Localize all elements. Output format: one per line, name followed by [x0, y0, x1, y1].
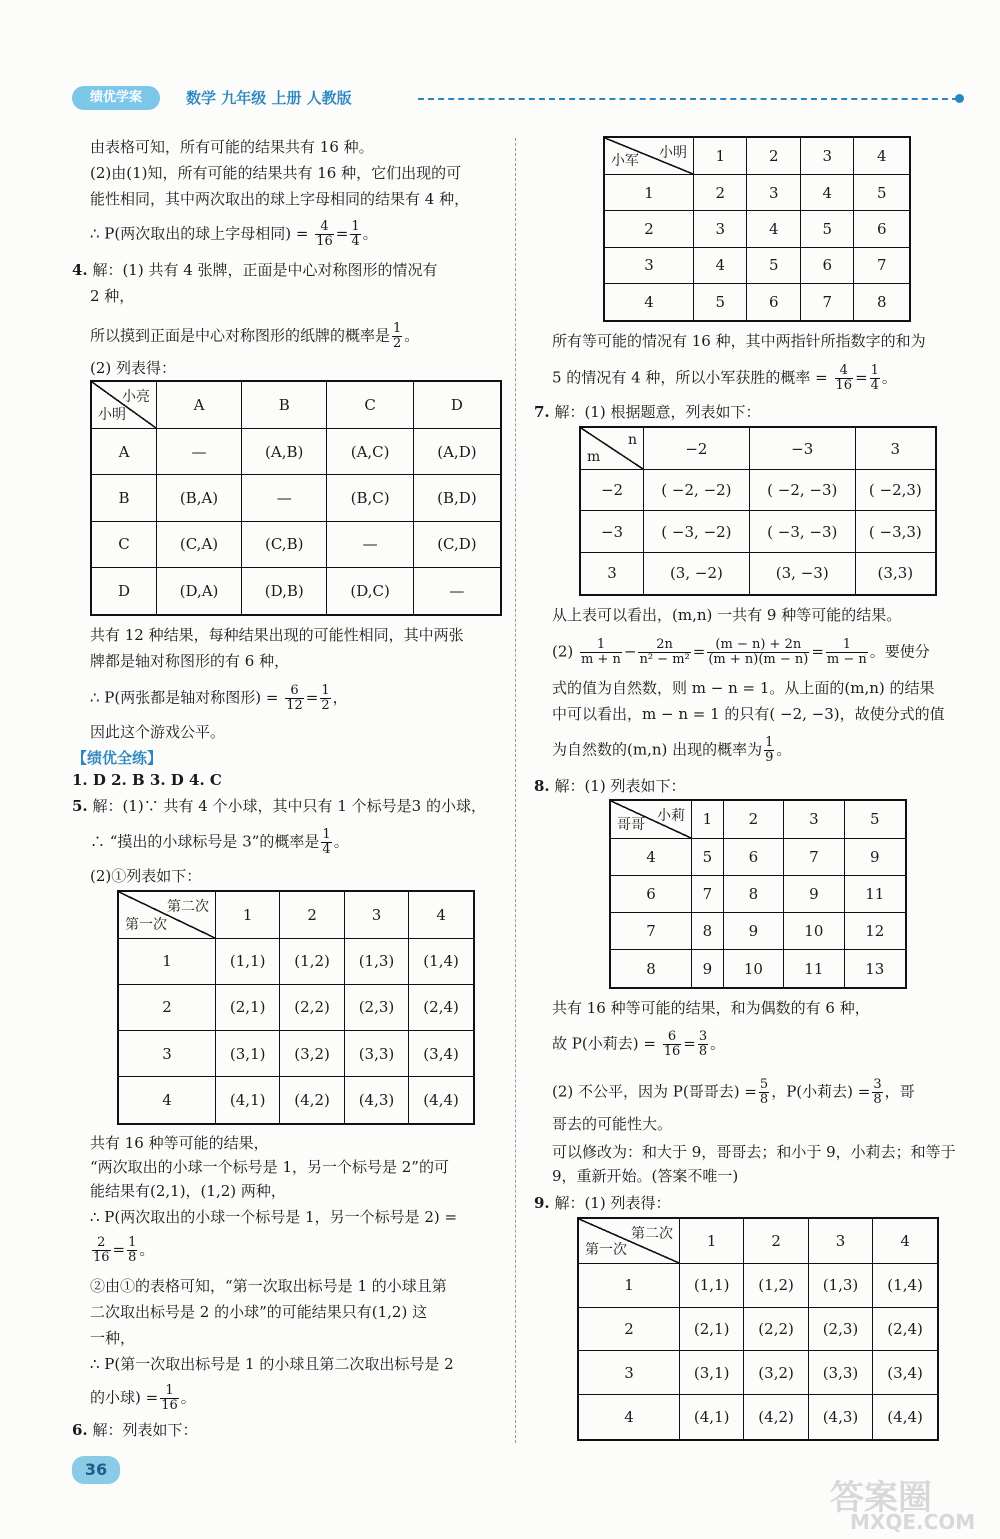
question-7: 7. 解：(1) 根据题意，列表如下：	[534, 403, 761, 421]
column-header-cell: D	[413, 381, 501, 429]
table-cell: (1,2)	[744, 1263, 808, 1307]
table-cell: (4,4)	[873, 1395, 938, 1440]
table-cell: (D,C)	[327, 567, 413, 615]
fraction: $\frac{1}{4}$	[870, 363, 879, 393]
table-cell: (3,3)	[855, 552, 936, 595]
table-cell: —	[413, 567, 501, 615]
table-cards	[90, 380, 502, 616]
table-row	[118, 1031, 474, 1077]
row-header-cell: B	[91, 475, 157, 521]
text-line: 9，重新开始。(答案不唯一)	[552, 1167, 739, 1185]
column-header-cell: 3	[808, 1218, 872, 1263]
fraction: $\frac{2n}{\text{n² − m²}}$	[639, 637, 690, 667]
table-row	[580, 552, 936, 595]
table-row	[118, 984, 474, 1030]
column-header-cell: 3	[344, 891, 408, 938]
question-5: 5. 解：(1)∵ 共有 4 个小球，其中只有 1 个标号是3 的小球，	[72, 797, 486, 815]
table-cell: ( −2,3)	[855, 470, 936, 511]
table-cell: ( −2, −3)	[749, 470, 855, 511]
table-header-row	[610, 800, 906, 838]
column-header-cell: 2	[747, 137, 800, 174]
table-mn	[579, 426, 937, 596]
table-cell: 6	[723, 838, 783, 875]
table-cell: (B,A)	[157, 475, 242, 521]
table-cell: (2,1)	[680, 1307, 744, 1351]
column-header-cell: C	[327, 381, 413, 429]
table-draw-twice	[577, 1217, 939, 1441]
column-header-cell: 1	[216, 891, 280, 938]
table-row	[604, 211, 910, 247]
table-cell: ( −3, −3)	[749, 511, 855, 552]
column-header-cell: B	[242, 381, 327, 429]
table-row	[118, 1077, 474, 1124]
table-cell: (1,4)	[873, 1263, 938, 1307]
table-cell: (2,3)	[808, 1307, 872, 1351]
fraction: $\frac{1}{m - n}$	[826, 637, 867, 667]
row-header-cell: 4	[578, 1395, 680, 1440]
text-line: ②由①的表格可知，“第一次取出标号是 1 的小球且第	[90, 1277, 447, 1295]
header-rule	[418, 98, 958, 100]
fraction: $\frac{1}{4}$	[351, 219, 360, 249]
table-row	[604, 247, 910, 283]
row-header-cell: 2	[604, 211, 694, 247]
table-cell: 9	[723, 913, 783, 950]
table-cell: 11	[784, 950, 844, 988]
table-cell: 7	[800, 284, 853, 321]
fraction: $\frac{1}{16}$	[161, 1383, 178, 1413]
diagonal-header-cell: 第二次 第一次	[118, 891, 216, 938]
text-line: (2) 列表得：	[90, 359, 177, 377]
table-cell: 10	[784, 913, 844, 950]
table-cell: 6	[854, 211, 910, 247]
table-cell: —	[327, 521, 413, 567]
table-cell: (3,3)	[344, 1031, 408, 1077]
fraction: $\frac{1}{2}$	[321, 683, 330, 713]
table-cell: (1,4)	[409, 938, 474, 984]
answer-line: 1. D 2. B 3. D 4. C	[72, 771, 222, 789]
column-header-cell: 4	[409, 891, 474, 938]
text-line: 牌都是轴对称图形的有 6 种，	[90, 652, 290, 670]
table-row	[118, 938, 474, 984]
fraction: $\frac{1}{8}$	[128, 1235, 137, 1265]
table-cell: 6	[800, 247, 853, 283]
table-header-row	[91, 381, 501, 429]
table-row	[578, 1263, 938, 1307]
table-cell: (B,D)	[413, 475, 501, 521]
table-cell: 7	[692, 875, 724, 912]
row-header-cell: 4	[118, 1077, 216, 1124]
row-header-cell: −2	[580, 470, 644, 511]
table-cell: —	[157, 429, 242, 475]
table-spinner-sum	[603, 136, 911, 322]
row-header-cell: −3	[580, 511, 644, 552]
formula-line: 5 的情况有 4 种，所以小军获胜的概率 = $\frac{4}{16}$ = $\frac{1}{4}$ 。	[552, 363, 897, 393]
table-cell: 8	[692, 913, 724, 950]
header-title: 数学 九年级 上册 人教版	[186, 89, 352, 107]
table-header-row	[118, 891, 474, 938]
table-cell: (3, −3)	[749, 552, 855, 595]
header-logo: 绩优学案	[72, 86, 160, 110]
table-balls	[117, 890, 475, 1125]
table-header-row	[578, 1218, 938, 1263]
watermark: 答案圈	[830, 1478, 932, 1518]
table-cell: (A,D)	[413, 429, 501, 475]
fraction: $\frac{4}{16}$	[835, 363, 853, 393]
formula-line: 的小球) = $\frac{1}{16}$ 。	[90, 1383, 196, 1413]
table-cell: (2,4)	[873, 1307, 938, 1351]
table-header-row	[604, 137, 910, 174]
column-header-cell: −3	[749, 427, 855, 470]
row-header-cell: D	[91, 567, 157, 615]
table-cell: (1,1)	[680, 1263, 744, 1307]
question-6: 6. 解：列表如下：	[72, 1421, 198, 1439]
text-line: (2)①列表如下：	[90, 867, 202, 885]
text-line: 所有等可能的情况有 16 种，其中两指针所指数字的和为	[552, 332, 926, 350]
table-sibling-sum	[609, 799, 907, 989]
table-row	[610, 913, 906, 950]
row-header-cell: 3	[118, 1031, 216, 1077]
fraction: $\frac{2}{16}$	[93, 1235, 110, 1265]
table-cell: 9	[844, 838, 906, 875]
table-cell: 11	[844, 875, 906, 912]
fraction: $\frac{(m - n) + 2n}{(m + n)(m - n)}$	[708, 637, 809, 667]
table-cell: (2,1)	[216, 984, 280, 1030]
formula-line: ∴ “摸出的小球标号是 3”的概率是 $\frac{1}{4}$ 。	[90, 827, 349, 857]
column-header-cell: 1	[694, 137, 747, 174]
column-header-cell: 3	[784, 800, 844, 838]
column-header-cell: 1	[692, 800, 724, 838]
table-cell: (2,3)	[344, 984, 408, 1030]
table-row	[91, 567, 501, 615]
table-cell: (C,A)	[157, 521, 242, 567]
table-row	[580, 511, 936, 552]
table-cell: 12	[844, 913, 906, 950]
fraction: $\frac{1}{4}$	[322, 827, 331, 857]
column-header-cell: A	[157, 381, 242, 429]
table-cell: 7	[784, 838, 844, 875]
table-cell: ( −3, −2)	[644, 511, 750, 552]
row-header-cell: A	[91, 429, 157, 475]
diagonal-header-cell: 小明 小军	[604, 137, 694, 174]
table-cell: (3,2)	[280, 1031, 344, 1077]
table-row	[604, 174, 910, 210]
table-cell: 3	[747, 174, 800, 210]
table-cell: (D,B)	[242, 567, 327, 615]
text-line: 式的值为自然数，则 m − n = 1。从上面的(m,n) 的结果	[552, 679, 935, 697]
fraction: $\frac{3}{8}$	[873, 1077, 882, 1107]
row-header-cell: 6	[610, 875, 692, 912]
row-header-cell: 4	[604, 284, 694, 321]
formula-line: 故 P(小莉去) = $\frac{6}{16}$ = $\frac{3}{8}$ 。	[552, 1029, 726, 1059]
column-header-cell: 2	[744, 1218, 808, 1263]
table-cell: 5	[747, 247, 800, 283]
text-line: (2)由(1)知，所有可能的结果共有 16 种，它们出现的可	[90, 164, 462, 182]
row-header-cell: 8	[610, 950, 692, 988]
table-cell: 7	[854, 247, 910, 283]
table-cell: ( −2, −2)	[644, 470, 750, 511]
table-cell: (2,2)	[744, 1307, 808, 1351]
text-line: 共有 12 种结果，每种结果出现的可能性相同，其中两张	[90, 626, 464, 644]
table-cell: 4	[694, 247, 747, 283]
table-header-row	[580, 427, 936, 470]
table-cell: (3,4)	[873, 1351, 938, 1395]
row-header-cell: 3	[580, 552, 644, 595]
table-cell: 2	[694, 174, 747, 210]
column-header-cell: 4	[854, 137, 910, 174]
table-cell: (3,2)	[744, 1351, 808, 1395]
text-line: 共有 16 种等可能的结果，和为偶数的有 6 种，	[552, 999, 870, 1017]
row-header-cell: 2	[118, 984, 216, 1030]
table-cell: 4	[800, 174, 853, 210]
table-cell: 6	[747, 284, 800, 321]
column-header-cell: −2	[644, 427, 750, 470]
table-cell: (3,1)	[680, 1351, 744, 1395]
table-cell: (4,1)	[680, 1395, 744, 1440]
table-cell: 4	[747, 211, 800, 247]
table-cell: (3,4)	[409, 1031, 474, 1077]
row-header-cell: 4	[610, 838, 692, 875]
table-cell: (3,1)	[216, 1031, 280, 1077]
row-header-cell: 3	[578, 1351, 680, 1395]
formula-line: ∴ P(两次取出的球上字母相同) = $\frac{4}{16}$ = $\frac{1}{4}$ 。	[90, 219, 378, 249]
column-header-cell: 3	[855, 427, 936, 470]
text-line: 由表格可知，所有可能的结果共有 16 种。	[90, 138, 374, 156]
table-row	[580, 470, 936, 511]
fraction: $\frac{1}{9}$	[765, 735, 774, 765]
table-cell: —	[242, 475, 327, 521]
row-header-cell: 3	[604, 247, 694, 283]
table-cell: 5	[800, 211, 853, 247]
table-cell: (3, −2)	[644, 552, 750, 595]
text-line: 从上表可以看出，(m,n) 一共有 9 种等可能的结果。	[552, 606, 902, 624]
column-header-cell: 1	[680, 1218, 744, 1263]
text-line: ∴ P(两次取出的小球一个标号是 1，另一个标号是 2) =	[90, 1208, 458, 1226]
text-line: 共有 16 种等可能的结果，	[90, 1134, 269, 1152]
question-4: 4. 解：(1) 共有 4 张牌，正面是中心对称图形的情况有	[72, 261, 438, 279]
column-header-cell: 3	[800, 137, 853, 174]
table-cell: (4,2)	[280, 1077, 344, 1124]
column-header-cell: 2	[280, 891, 344, 938]
table-cell: (3,3)	[808, 1351, 872, 1395]
table-cell: (4,1)	[216, 1077, 280, 1124]
table-cell: (2,2)	[280, 984, 344, 1030]
fraction: $\frac{4}{16}$	[316, 219, 333, 249]
table-cell: (4,3)	[344, 1077, 408, 1124]
row-header-cell: 2	[578, 1307, 680, 1351]
table-row	[604, 284, 910, 321]
row-header-cell: C	[91, 521, 157, 567]
text-line: 一种，	[90, 1329, 136, 1347]
table-cell: (1,2)	[280, 938, 344, 984]
table-row	[610, 838, 906, 875]
header-dot	[955, 94, 964, 103]
diagonal-header-cell: 小亮 小明	[91, 381, 157, 429]
table-cell: 5	[692, 838, 724, 875]
table-cell: ( −3,3)	[855, 511, 936, 552]
row-header-cell: 7	[610, 913, 692, 950]
watermark-url: MXQE.COM	[850, 1510, 976, 1534]
table-cell: 8	[723, 875, 783, 912]
table-cell: (4,4)	[409, 1077, 474, 1124]
table-cell: (4,3)	[808, 1395, 872, 1440]
formula-line: 所以摸到正面是中心对称图形的纸牌的概率是 $\frac{1}{2}$ 。	[90, 321, 420, 351]
text-line: ∴ P(第一次取出标号是 1 的小球且第二次取出标号是 2	[90, 1355, 454, 1373]
text-line: 能性相同，其中两次取出的球上字母相同的结果有 4 种，	[90, 190, 470, 208]
diagonal-header-cell: 小莉 哥哥	[610, 800, 692, 838]
table-cell: (1,3)	[808, 1263, 872, 1307]
row-header-cell: 1	[604, 174, 694, 210]
section-heading: 【绩优全练】	[72, 749, 163, 767]
table-cell: (B,C)	[327, 475, 413, 521]
text-line: 能结果有(2,1)，(1,2) 两种，	[90, 1182, 286, 1200]
table-cell: (C,B)	[242, 521, 327, 567]
fraction: $\frac{6}{16}$	[663, 1029, 681, 1059]
table-cell: (A,B)	[242, 429, 327, 475]
text-line: “两次取出的小球一个标号是 1，另一个标号是 2”的可	[90, 1158, 449, 1176]
table-row	[91, 521, 501, 567]
fraction: $\frac{6}{12}$	[286, 683, 303, 713]
table-row	[610, 875, 906, 912]
table-cell: 5	[854, 174, 910, 210]
table-cell: (4,2)	[744, 1395, 808, 1440]
question-8: 8. 解：(1) 列表如下：	[534, 777, 686, 795]
table-cell: (C,D)	[413, 521, 501, 567]
fraction: $\frac{1}{2}$	[393, 321, 402, 351]
table-cell: 3	[694, 211, 747, 247]
table-cell: (1,1)	[216, 938, 280, 984]
column-header-cell: 4	[873, 1218, 938, 1263]
page-number: 36	[72, 1456, 120, 1484]
question-9: 9. 解：(1) 列表得：	[534, 1194, 671, 1212]
diagonal-header-cell: n m	[580, 427, 644, 470]
diagonal-header-cell: 第二次 第一次	[578, 1218, 680, 1263]
table-row	[578, 1351, 938, 1395]
table-row	[91, 475, 501, 521]
table-cell: (A,C)	[327, 429, 413, 475]
column-header-cell: 2	[723, 800, 783, 838]
table-row	[578, 1307, 938, 1351]
text-line: 可以修改为：和大于 9，哥哥去；和小于 9，小莉去；和等于	[552, 1143, 956, 1161]
fraction: $\frac{1}{m + n}$	[581, 637, 621, 667]
text-line: 哥去的可能性大。	[552, 1115, 673, 1133]
fraction: $\frac{3}{8}$	[698, 1029, 708, 1059]
table-cell: 9	[692, 950, 724, 988]
row-header-cell: 1	[578, 1263, 680, 1307]
formula-line: ∴ P(两张都是轴对称图形) = $\frac{6}{12}$ = $\frac{1}{2}$ ，	[90, 683, 348, 713]
table-row	[578, 1395, 938, 1440]
row-header-cell: 1	[118, 938, 216, 984]
formula-line: (2) $\frac{1}{m + n}$ − $\frac{2n}{\text{n² − m²}}$ = $\frac{(m - n) + 2n}{(m + n)(m - n)}$ = $\frac{1}{m - n}$ 。要使分	[552, 637, 930, 667]
formula-line: (2) 不公平，因为 P(哥哥去) = $\frac{5}{8}$ ，P(小莉去) = $\frac{3}{8}$ ，哥	[552, 1077, 915, 1107]
column-header-cell: 5	[844, 800, 906, 838]
text-line: 中可以看出，m − n = 1 的只有( −2, −3)，故使分式的值	[552, 705, 945, 723]
table-cell: (2,4)	[409, 984, 474, 1030]
table-cell: 5	[694, 284, 747, 321]
table-cell: (1,3)	[344, 938, 408, 984]
table-cell: 9	[784, 875, 844, 912]
fraction: $\frac{5}{8}$	[759, 1077, 769, 1107]
table-cell: 8	[854, 284, 910, 321]
formula-line: 为自然数的(m,n) 出现的概率为 $\frac{1}{9}$ 。	[552, 735, 792, 765]
table-cell: (D,A)	[157, 567, 242, 615]
text-line: 2 种，	[90, 287, 135, 305]
table-row	[610, 950, 906, 988]
table-cell: 13	[844, 950, 906, 988]
table-row	[91, 429, 501, 475]
text-line: 二次取出标号是 2 的小球”的可能结果只有(1,2) 这	[90, 1303, 428, 1321]
formula-line: $\frac{2}{16}$ = $\frac{1}{8}$ 。	[93, 1235, 155, 1265]
column-divider	[515, 138, 516, 1443]
text-line: 因此这个游戏公平。	[90, 723, 226, 741]
table-cell: 10	[723, 950, 783, 988]
